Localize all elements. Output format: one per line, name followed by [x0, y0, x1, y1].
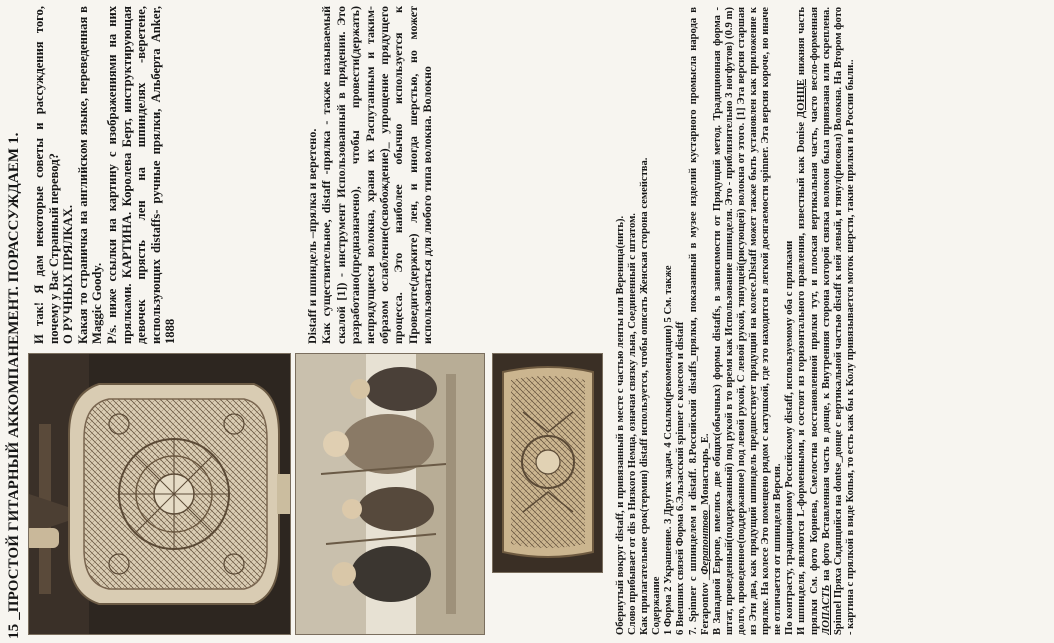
- distaff-blade-photo: [492, 353, 603, 573]
- bottom-text-block: [615, 7, 1047, 635]
- ferapontov-link[interactable]: Ферапонтово: [699, 510, 711, 575]
- intro-line-1: Обернутый вокруг distaff, и привязанный в месте с частью ленты или Вереница(нить).: [615, 215, 626, 635]
- right-column-top-text: [32, 6, 296, 344]
- carved-distaff-photo: [28, 353, 291, 635]
- carved-distaff-illustration: [29, 353, 291, 634]
- page-title-text: _ПРОСТОЙ ГИТАРНЫЙ АККОМПАНЕМЕНТ. ПОРАССУЖДАЕМ 1.: [6, 132, 22, 620]
- contents-line-2: 6 Внешних связей Форма 6.Эльзасский spinner с колесом и distaff: [675, 321, 687, 635]
- contents-line-3-end: _Монастырь_Е.: [699, 433, 711, 510]
- spinning-painting-photo: [295, 353, 485, 635]
- contents-line-1: 1 Форма 2 Украшение. 3 Других задач. 4 Ссылки(рекомендации) 5 См. также: [663, 265, 675, 635]
- section-heading-spinning: О РУЧНЫХ ПРЯЛКАХ.: [61, 204, 76, 344]
- lopast-term: ЛОПАСТЬ: [820, 584, 832, 635]
- body-3-part-b: нижняя часть прялки См. фото Корнева, Смелостиа восстановленной прялки тут, и плоская вертикальная часть, часто весло-форменная: [796, 7, 820, 635]
- painting-caption: P/s. ниже ссылки на картину с изображениями на них прялками. КАРТИНА. Королева Берт, инструктирующая девочек прясть лен на шпинделях -веретене, использующих distaffs- ручные прялки, Альберта Anker, 1888: [104, 6, 178, 344]
- contents-line-3: [688, 7, 712, 635]
- distaff-definition: Как существительное, distaff -прялка - также называемый скалой [1]) - инструмент Использованный в прядении. Это разработано(предназначено), чтобы провести(держать) непрядущиеся волокна, храня их Распутанным и таким- образом ослабление(освобождение)_ упрощение прядущего процесса. Это наиболее обычно используется к Проведите(держите) лен, и иногда шерстью, но может использоваться для любого типа волокна. Волокно: [319, 6, 435, 344]
- intro-line-3: Как прилагательное срок(термин) distaff используется, чтобы описать Женская сторона семейства.: [639, 157, 651, 635]
- body-3-part-c: на фото Вставленная часть в донце, к Внутренняя сторона которой связка волокон была привязана или скреплена. Spinnel Пряха Сидящийся на dontse_донце с вертикальной частью distaff к ней левый, и тянул(рисовал) Волокна. На Втором фото - картина с прялкой в виде Копья, то есть как бы к Колу привязывается моток шерсти, такие прялки и в России были..: [820, 7, 856, 635]
- contents-line-3-text: 7. Spinner с шпинделем и distaff. 8.Российский distaffs_прялки, показанный в музее изделий кустарного промысла народа в Ferapontov _: [687, 7, 711, 635]
- spinning-painting-illustration: [296, 353, 485, 634]
- page-number: 15: [6, 623, 22, 639]
- intro-paragraph: И так! Я дам некоторые советы и рассуждения того, почему у Вас Странный перевод?: [32, 6, 61, 344]
- translation-note: Какая то страничка на английском языке, переведенная в Maggic Goody.: [75, 6, 105, 344]
- body-paragraph-1: В Западной Европе, имелись две общих(обычных) формы distaffs, в зависимости от Прядущий метод. Традиционная форма - штат, проведенный(поддержанный) под рукой в то время как Использование шпинделя. Это - приблизительно 3 ногфутов) (0.9 m) долго, проведенное(поддержанное) под левой рукой, С левой рукой, тянущей(рисующей) волокна от этого. [1] Эта версия старшая из Эти два, как прядущий шпиндель предшествует прядущий на колесе.Distaff может также быть установлен как приложение к прялке. На колесе Это помещено рядом с катушкой, где это находится в легкой досягаемости spinner. Эта версия короче, но иначе не отличается от шпинделя Версия.: [711, 7, 784, 635]
- intro-line-2: Слово прибывает от dis в Низкого Немца, означая связку льна, Соединенный с штатом.: [627, 213, 639, 635]
- distaff-blade-illustration: [493, 353, 603, 572]
- distaff-heading: Distaff и шпиндель –прялка и веретено.: [305, 128, 319, 344]
- right-column-mid-text: [305, 6, 605, 344]
- page-title: [6, 3, 23, 639]
- donce-term: ДОНЦЕ: [796, 79, 808, 119]
- body-paragraph-2: По контрасту, традиционному Российскому distaff, используемому оба с прялками: [784, 240, 796, 635]
- body-3-part-a: И шпинделя, являются L-форменными, и состоят из горизонтального правления, известный как Donise: [796, 118, 808, 635]
- contents-heading: Содержание: [651, 576, 663, 635]
- body-paragraph-3: [796, 7, 856, 635]
